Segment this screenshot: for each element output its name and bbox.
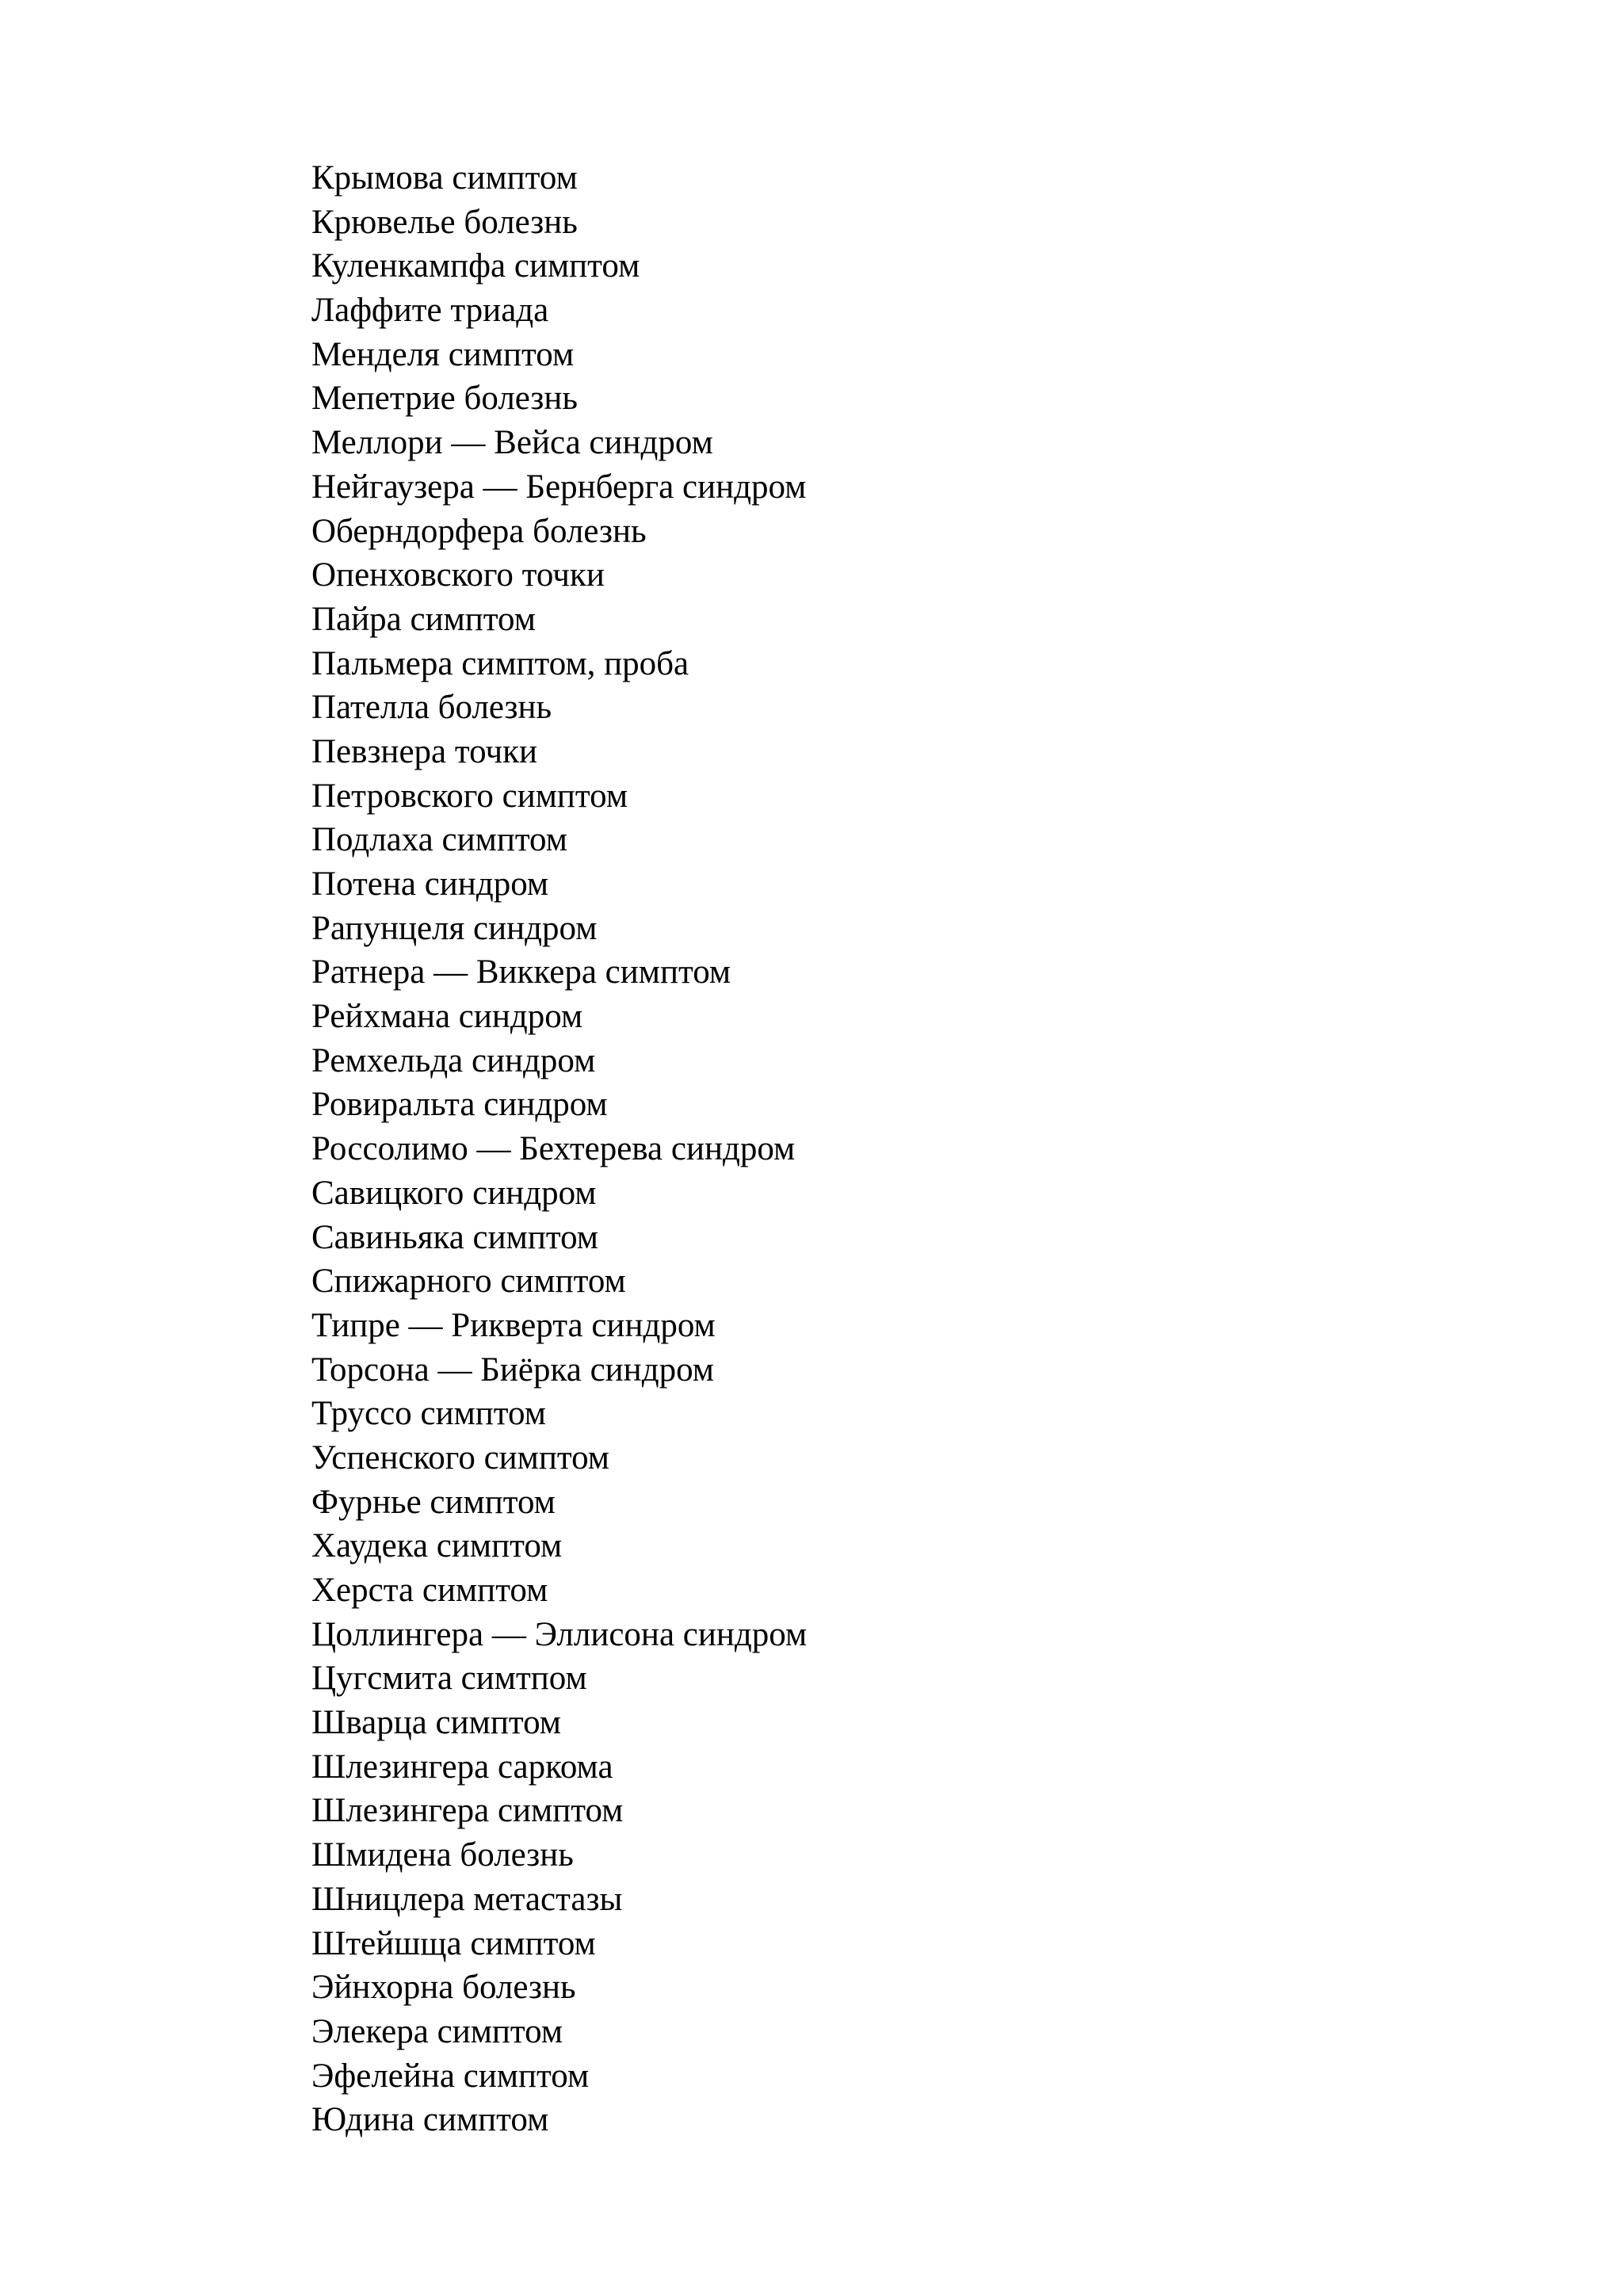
- list-item: Рейхмана синдром: [311, 998, 583, 1036]
- list-item: Цугсмита симтпом: [311, 1660, 587, 1698]
- list-item: Куленкампфа симптом: [311, 247, 640, 285]
- list-item: Савиньяка симптом: [311, 1218, 598, 1256]
- list-item: Хаудека симптом: [311, 1527, 563, 1565]
- list-item: Нейгаузера — Бернберга синдром: [311, 468, 807, 506]
- list-item: Фурнье симптом: [311, 1483, 556, 1521]
- list-item: Оберндорфера болезнь: [311, 512, 647, 550]
- list-item: Ратнера — Виккера симптом: [311, 953, 731, 991]
- list-item: Савицкого синдром: [311, 1174, 597, 1212]
- list-item: Меллори — Вейса синдром: [311, 424, 713, 462]
- list-item: Ремхельда синдром: [311, 1041, 596, 1079]
- list-item: Потена синдром: [311, 865, 549, 903]
- list-item: Шлезингера симптом: [311, 1792, 624, 1830]
- list-item: Эйнхорна болезнь: [311, 1969, 576, 2007]
- list-item: Ровиральта синдром: [311, 1086, 608, 1124]
- list-item: Эфелейна симптом: [311, 2057, 590, 2095]
- list-item: Элекера симптом: [311, 2012, 563, 2050]
- list-item: Певзнера точки: [311, 732, 538, 770]
- list-item: Рапунцеля синдром: [311, 909, 598, 947]
- list-item: Юдина симптом: [311, 2101, 549, 2139]
- list-item: Успенского симптом: [311, 1438, 610, 1477]
- list-item: Шварца симптом: [311, 1704, 561, 1742]
- list-item: Труссо симптом: [311, 1395, 546, 1433]
- list-item: Пальмера симптом, проба: [311, 644, 689, 682]
- list-item: Торсона — Биёрка синдром: [311, 1350, 714, 1389]
- list-item: Опенховского точки: [311, 556, 605, 594]
- list-item: Штейшща симптом: [311, 1924, 596, 1962]
- list-item: Шмидена болезнь: [311, 1836, 574, 1874]
- list-item: Шницлера метастазы: [311, 1880, 623, 1918]
- list-item: Пайра симптом: [311, 600, 536, 638]
- list-item: Менделя симптом: [311, 335, 575, 373]
- list-item: Пателла болезнь: [311, 689, 552, 727]
- list-item: Крымова симптом: [311, 159, 578, 197]
- list-item: Россолимо — Бехтерева синдром: [311, 1130, 796, 1168]
- list-item: Шлезингера саркома: [311, 1748, 613, 1786]
- list-item: Цоллингера — Эллисона синдром: [311, 1615, 808, 1653]
- list-item: Лаффите триада: [311, 292, 549, 330]
- list-item: Подлаха симптом: [311, 821, 567, 859]
- list-item: Крювелье болезнь: [311, 203, 578, 241]
- list-item: Мепетрие болезнь: [311, 380, 579, 418]
- list-item: Херста симптом: [311, 1572, 548, 1609]
- list-item: Петровского симптом: [311, 777, 628, 815]
- list-item: Типре — Рикверта синдром: [311, 1306, 716, 1344]
- list-item: Спижарного симптом: [311, 1263, 626, 1301]
- eponym-list: [311, 156, 807, 2142]
